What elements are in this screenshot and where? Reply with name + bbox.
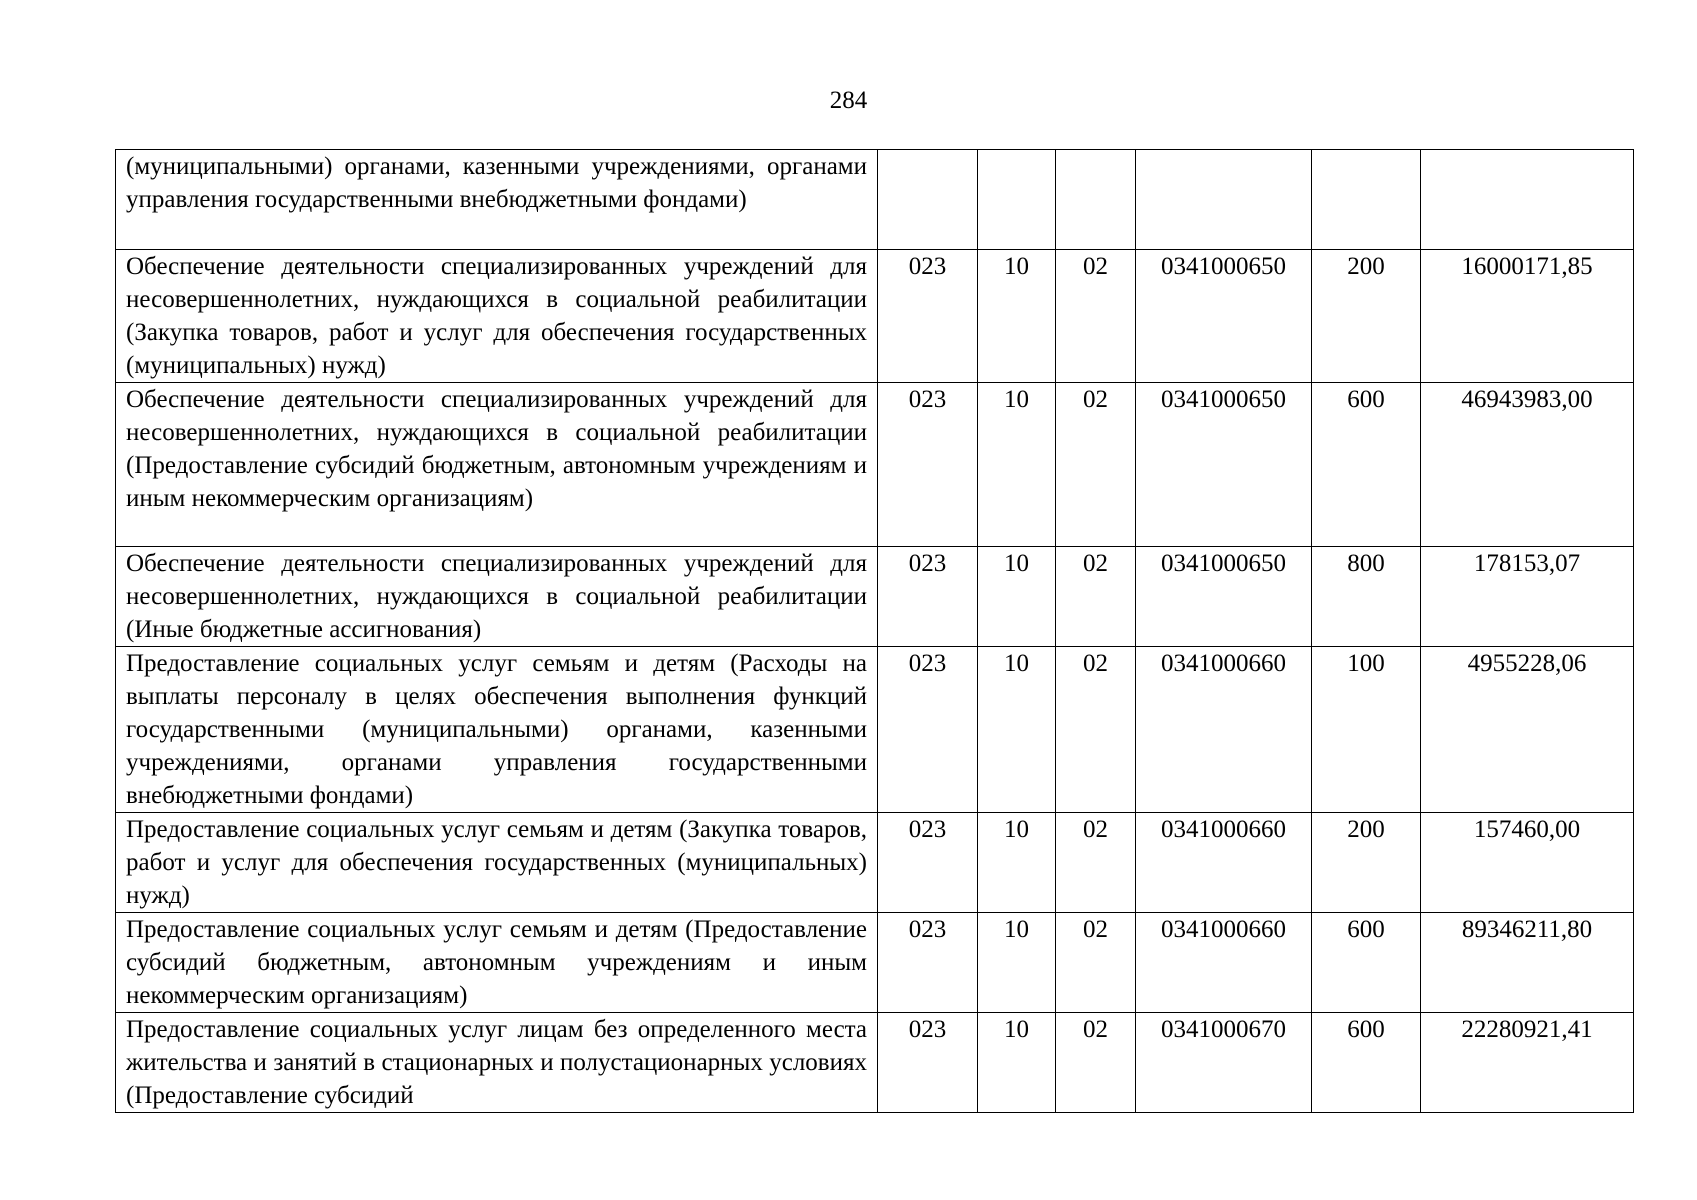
row-admin-code: 023 (878, 813, 978, 913)
row-target-code: 0341000660 (1136, 913, 1312, 1013)
row-section (978, 150, 1056, 250)
row-amount (1421, 150, 1634, 250)
row-admin-code: 023 (878, 250, 978, 383)
row-amount: 178153,07 (1421, 547, 1634, 647)
row-section: 10 (978, 1013, 1056, 1113)
table-row (116, 813, 1634, 913)
row-description: Предоставление социальных услуг семьям и детям (Предоставление субсидий бюджетным, автономным учреждениям и иным некоммерческим организациям) (116, 913, 878, 1013)
row-admin-code: 023 (878, 547, 978, 647)
row-section: 10 (978, 383, 1056, 547)
row-expense-type: 200 (1312, 813, 1421, 913)
row-target-code: 0341000650 (1136, 547, 1312, 647)
row-subsection: 02 (1056, 913, 1136, 1013)
row-expense-type: 600 (1312, 913, 1421, 1013)
row-description: Предоставление социальных услуг лицам без определенного места жительства и занятий в стационарных и полустационарных условиях (Предоставление субсидий (116, 1013, 878, 1113)
row-expense-type: 600 (1312, 383, 1421, 547)
row-description: Обеспечение деятельности специализированных учреждений для несовершеннолетних, нуждающихся в социальной реабилитации (Закупка товаров, работ и услуг для обеспечения государственных (муниципальных) нужд) (116, 250, 878, 383)
row-subsection: 02 (1056, 547, 1136, 647)
row-subsection: 02 (1056, 383, 1136, 547)
row-description: Предоставление социальных услуг семьям и детям (Закупка товаров, работ и услуг для обеспечения государственных (муниципальных) нужд) (116, 813, 878, 913)
row-admin-code: 023 (878, 383, 978, 547)
row-expense-type: 600 (1312, 1013, 1421, 1113)
row-amount: 89346211,80 (1421, 913, 1634, 1013)
row-target-code: 0341000650 (1136, 383, 1312, 547)
row-target-code: 0341000650 (1136, 250, 1312, 383)
row-target-code: 0341000670 (1136, 1013, 1312, 1113)
row-description: Обеспечение деятельности специализированных учреждений для несовершеннолетних, нуждающихся в социальной реабилитации (Предоставление субсидий бюджетным, автономным учреждениям и иным некоммерческим организациям) (116, 383, 878, 547)
budget-table (115, 149, 1634, 1113)
row-expense-type (1312, 150, 1421, 250)
row-section: 10 (978, 647, 1056, 813)
row-target-code: 0341000660 (1136, 813, 1312, 913)
table-row (116, 1013, 1634, 1113)
row-amount: 4955228,06 (1421, 647, 1634, 813)
page-number: 284 (829, 87, 868, 114)
table-row (116, 647, 1634, 813)
row-amount: 22280921,41 (1421, 1013, 1634, 1113)
row-admin-code: 023 (878, 647, 978, 813)
row-admin-code: 023 (878, 1013, 978, 1113)
row-target-code: 0341000660 (1136, 647, 1312, 813)
row-section: 10 (978, 250, 1056, 383)
row-subsection (1056, 150, 1136, 250)
row-amount: 16000171,85 (1421, 250, 1634, 383)
row-description: Обеспечение деятельности специализированных учреждений для несовершеннолетних, нуждающихся в социальной реабилитации (Иные бюджетные ассигнования) (116, 547, 878, 647)
row-description: (муниципальными) органами, казенными учреждениями, органами управления государственными внебюджетными фондами) (116, 150, 878, 250)
row-section: 10 (978, 813, 1056, 913)
table-row (116, 913, 1634, 1013)
row-subsection: 02 (1056, 1013, 1136, 1113)
row-section: 10 (978, 547, 1056, 647)
row-expense-type: 800 (1312, 547, 1421, 647)
row-section: 10 (978, 913, 1056, 1013)
row-subsection: 02 (1056, 647, 1136, 813)
table-row (116, 547, 1634, 647)
table-row (116, 383, 1634, 547)
row-subsection: 02 (1056, 250, 1136, 383)
row-subsection: 02 (1056, 813, 1136, 913)
row-target-code (1136, 150, 1312, 250)
row-admin-code: 023 (878, 913, 978, 1013)
table-row (116, 150, 1634, 250)
row-expense-type: 200 (1312, 250, 1421, 383)
row-expense-type: 100 (1312, 647, 1421, 813)
row-amount: 157460,00 (1421, 813, 1634, 913)
row-admin-code (878, 150, 978, 250)
row-amount: 46943983,00 (1421, 383, 1634, 547)
row-description: Предоставление социальных услуг семьям и детям (Расходы на выплаты персоналу в целях обеспечения выполнения функций государственными (муниципальными) органами, казенными учреждениями, органами управления государственными внебюджетными фондами) (116, 647, 878, 813)
table-row (116, 250, 1634, 383)
